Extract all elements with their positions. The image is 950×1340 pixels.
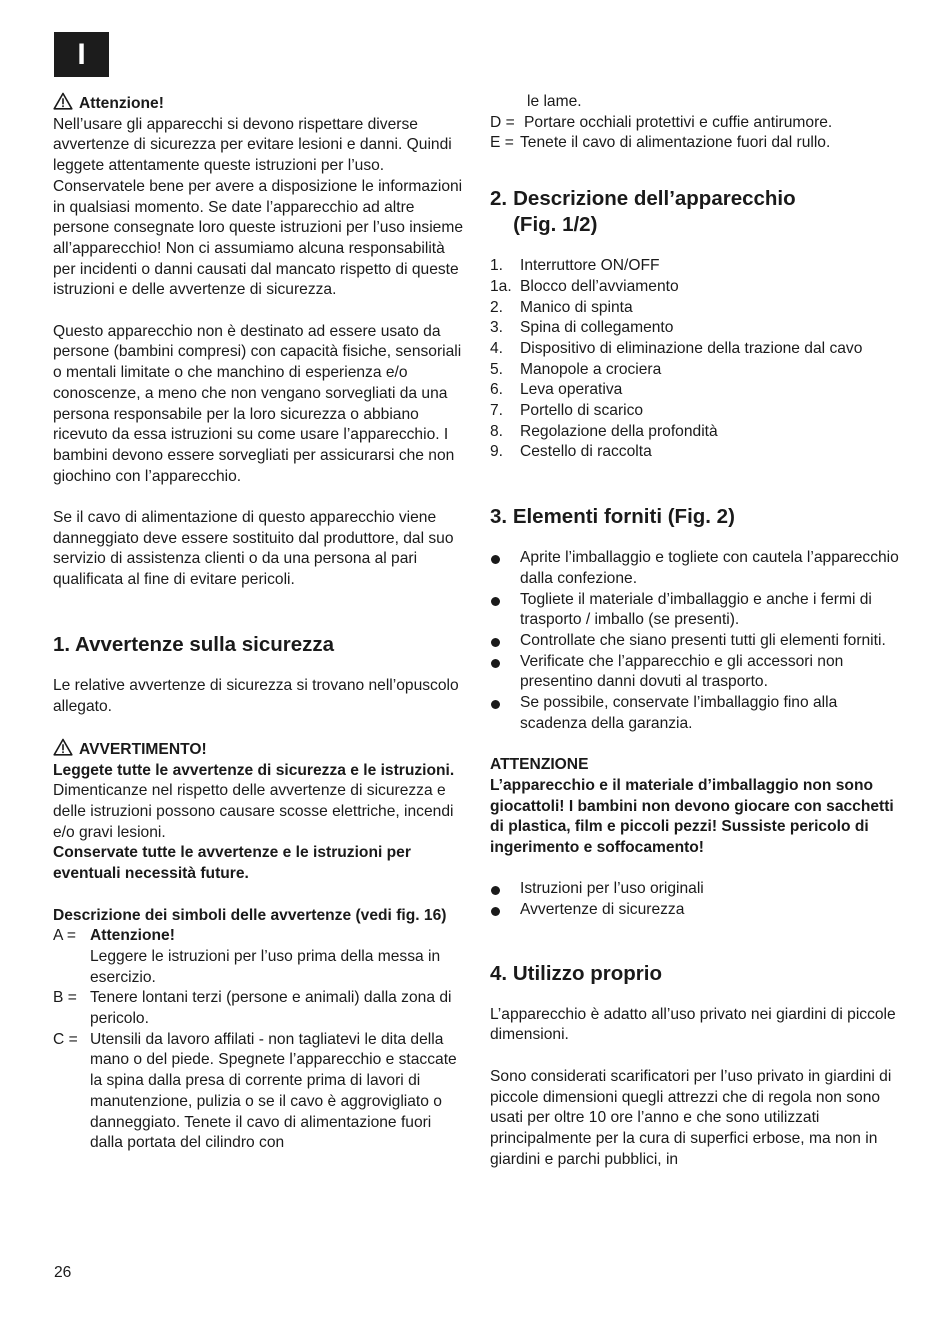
list-item: 3. Spina di collegamento: [490, 319, 674, 337]
bullet-icon: [490, 652, 520, 693]
bullet-icon: [490, 879, 520, 900]
list-item: 2. Manico di spinta: [490, 298, 633, 316]
symbol-item-c-continued: le lame.: [527, 93, 582, 110]
intro-paragraph-2: Questo apparecchio non è destinato ad essere usato da persone (bambini compresi) con capacità fisiche, sensoriali o mentali limitate o che manchino di esperienza e/o conoscenze, a meno che non vengano sorvegliati da una persona responsabile per la loro sicurezza o abbiano ricevuto da essa istruzioni su come usare l’apparecchio. I bambini devono essere sorvegliati per assicurarsi che non giochino con l’apparecchio.: [53, 322, 462, 485]
section-4-paragraph-2: Sono considerati scarificatori per l’uso privato in giardini di piccole dimensioni quegli attrezzi che di regola non sono usati per oltre 10 ore l’anno e che sono utilizzati principalmente per la cura di superfici erbose, ma non in giardini e parchi pubblici, in: [490, 1067, 892, 1168]
symbol-item-e: E = Tenete il cavo di alimentazione fuori dal rullo.: [490, 134, 831, 152]
warning-triangle-icon: [53, 738, 73, 756]
symbol-item-c: C = Utensili da lavoro affilati - non tagliatevi le dita della mano o del piede. Spegnete l’apparecchio e staccate la spina dalla presa di corrente prima di lavori di manutenzione, pulizia o se il cavo è aggrovigliato o danneggiato. Tenete il cavo di alimentazione fuori dalla portata del cilindro con: [53, 1030, 457, 1152]
list-item: 5. Manopole a crociera: [490, 360, 662, 378]
list-item: 7. Portello di scarico: [490, 402, 644, 420]
section-1-heading: 1. Avvertenze sulla sicurezza: [53, 632, 335, 656]
list-item: 9. Cestello di raccolta: [490, 443, 652, 461]
warning-triangle-icon: [53, 92, 73, 110]
bullet-icon: [490, 693, 520, 734]
right-column: [490, 92, 900, 1170]
section-4-paragraph-1: L’apparecchio è adatto all’uso privato nei giardini di piccole dimensioni.: [490, 1005, 896, 1044]
section-2-heading: 2. Descrizione dell’apparecchio (Fig. 1/2): [490, 187, 796, 237]
parts-list: [490, 256, 900, 463]
attention-heading: Attenzione!: [53, 92, 465, 115]
section-1-paragraph: Le relative avvertenze di sicurezza si trovano nell’opuscolo allegato.: [53, 676, 459, 715]
supplied-items: [490, 879, 900, 920]
supplied-bullets: [490, 548, 900, 734]
page-number: 26: [54, 1264, 72, 1281]
list-item: 1. Interruttore ON/OFF: [490, 257, 660, 275]
list-item: 1a. Blocco dell’avviamento: [490, 277, 679, 295]
section-3-heading: 3. Elementi forniti (Fig. 2): [490, 505, 735, 529]
list-item: Togliete il materiale d’imballaggio e anche i fermi di trasporto / imballo (se presenti).: [490, 590, 900, 631]
bullet-icon: [490, 900, 520, 921]
warning-bold-2: Conservate tutte le avvertenze e le istruzioni per eventuali necessità future.: [53, 844, 411, 883]
symbols-heading: Descrizione dei simboli delle avvertenze (vedi fig. 16): [53, 906, 447, 924]
warning-bold-1: Leggete tutte le avvertenze di sicurezza e le istruzioni.: [53, 761, 455, 779]
list-item: Verificate che l’apparecchio e gli accessori non presentino danni dovuti al trasporto.: [490, 652, 900, 693]
list-item: Aprite l’imballaggio e togliete con cautela l’apparecchio dalla confezione.: [490, 548, 900, 589]
list-item: Se possibile, conservate l’imballaggio fino alla scadenza della garanzia.: [490, 693, 900, 734]
intro-paragraph-1: Nell’usare gli apparecchi si devono rispettare diverse avvertenze di sicurezza per evitare lesioni e danni. Quindi leggete attentamente queste istruzioni per l’uso. Conservatele bene per avere a disposizione le informazioni in qualsiasi momento. Se date l’apparecchio ad altre persone consegnate loro queste istruzioni per l’uso insieme all’apparecchio! Non ci assumiamo alcuna responsabilità per incidenti o danni causati dal mancato rispetto di queste istruzioni e delle avvertenze di sicurezza.: [53, 115, 464, 299]
list-item: 6. Leva operativa: [490, 381, 623, 399]
bullet-icon: [490, 631, 520, 652]
bullet-icon: [490, 590, 520, 631]
symbol-item-a: A = Attenzione! Leggere le istruzioni per l’uso prima della messa in esercizio.: [53, 927, 441, 986]
intro-paragraph-3: Se il cavo di alimentazione di questo apparecchio viene danneggiato deve essere sostituito dal produttore, dal suo servizio di assistenza clienti o da una persona al pari qualificata al fine di evitare pericoli.: [53, 509, 454, 589]
section-4-heading: 4. Utilizzo proprio: [490, 961, 662, 985]
symbol-item-d: D = Portare occhiali protettivi e cuffie antirumore.: [490, 113, 833, 131]
list-item: 8. Regolazione della profondità: [490, 422, 718, 440]
list-item: 4. Dispositivo di eliminazione della trazione dal cavo: [490, 339, 863, 357]
bullet-icon: [490, 548, 520, 589]
attention-caps-text: L’apparecchio e il materiale d’imballaggio non sono giocattoli! I bambini non devono giocare con sacchetti di plastica, film e piccoli pezzi! Sussiste pericolo di ingerimento e soffocamento!: [490, 776, 894, 856]
list-item: Avvertenze di sicurezza: [490, 900, 900, 921]
list-item: Istruzioni per l’uso originali: [490, 879, 900, 900]
warning-heading: AVVERTIMENTO!: [53, 738, 465, 761]
attention-caps-heading: ATTENZIONE: [490, 756, 589, 774]
left-column: [53, 92, 465, 1154]
language-badge: I: [54, 32, 109, 77]
list-item: Controllate che siano presenti tutti gli elementi forniti.: [490, 631, 900, 652]
warning-text: Dimenticanze nel rispetto delle avvertenze di sicurezza e delle istruzioni possono causare scosse elettriche, incendi e/o gravi lesioni.: [53, 782, 454, 841]
symbol-item-b: B = Tenere lontani terzi (persone e animali) dalla zona di pericolo.: [53, 989, 452, 1028]
